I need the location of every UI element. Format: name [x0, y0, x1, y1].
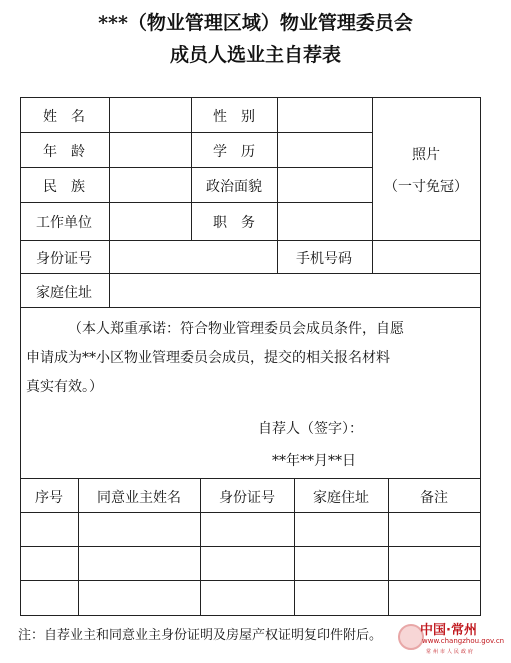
form-title-line2: 成员人选业主自荐表 — [169, 44, 341, 66]
header-owner-name: 同意业主姓名 — [97, 490, 181, 506]
logo-main-text: 中国·常州 — [420, 623, 477, 638]
header-id-number: 身份证号 — [219, 490, 275, 506]
signature-date: **年**月**日 — [272, 453, 356, 469]
name-label: 姓 名 — [43, 109, 85, 125]
header-serial: 序号 — [35, 490, 63, 506]
photo-note: （一寸免冠） — [384, 179, 468, 195]
id-number-label: 身份证号 — [36, 251, 92, 267]
work-unit-label: 工作单位 — [36, 215, 92, 231]
photo-label: 照片 — [412, 147, 440, 163]
education-label: 学 历 — [213, 144, 255, 160]
form-title-line1: ***（物业管理区域）物业管理委员会 — [98, 12, 413, 34]
header-address: 家庭住址 — [313, 490, 369, 506]
position-label: 职 务 — [213, 215, 255, 231]
logo-url: www.changzhou.gov.cn — [422, 637, 505, 645]
age-label: 年 龄 — [43, 144, 85, 160]
pledge-line3: 真实有效。） — [26, 379, 103, 395]
changzhou-gov-logo — [398, 616, 508, 660]
pledge-line2: 申请成为**小区物业管理委员会成员，提交的相关报名材料 — [26, 350, 390, 366]
political-status-label: 政治面貌 — [206, 179, 262, 195]
pledge-line1: （本人郑重承诺：符合物业管理委员会成员条件，自愿 — [68, 321, 404, 337]
logo-subtitle: 常州市人民政府 — [426, 649, 476, 655]
header-remarks: 备注 — [420, 490, 448, 506]
gender-label: 性 别 — [213, 109, 255, 125]
ethnicity-label: 民 族 — [43, 179, 85, 195]
phone-label: 手机号码 — [296, 251, 352, 267]
signature-label: 自荐人（签字）： — [258, 421, 363, 437]
address-label: 家庭住址 — [36, 285, 92, 301]
footnote: 注：自荐业主和同意业主身份证明及房屋产权证明复印件附后。 — [18, 628, 383, 643]
